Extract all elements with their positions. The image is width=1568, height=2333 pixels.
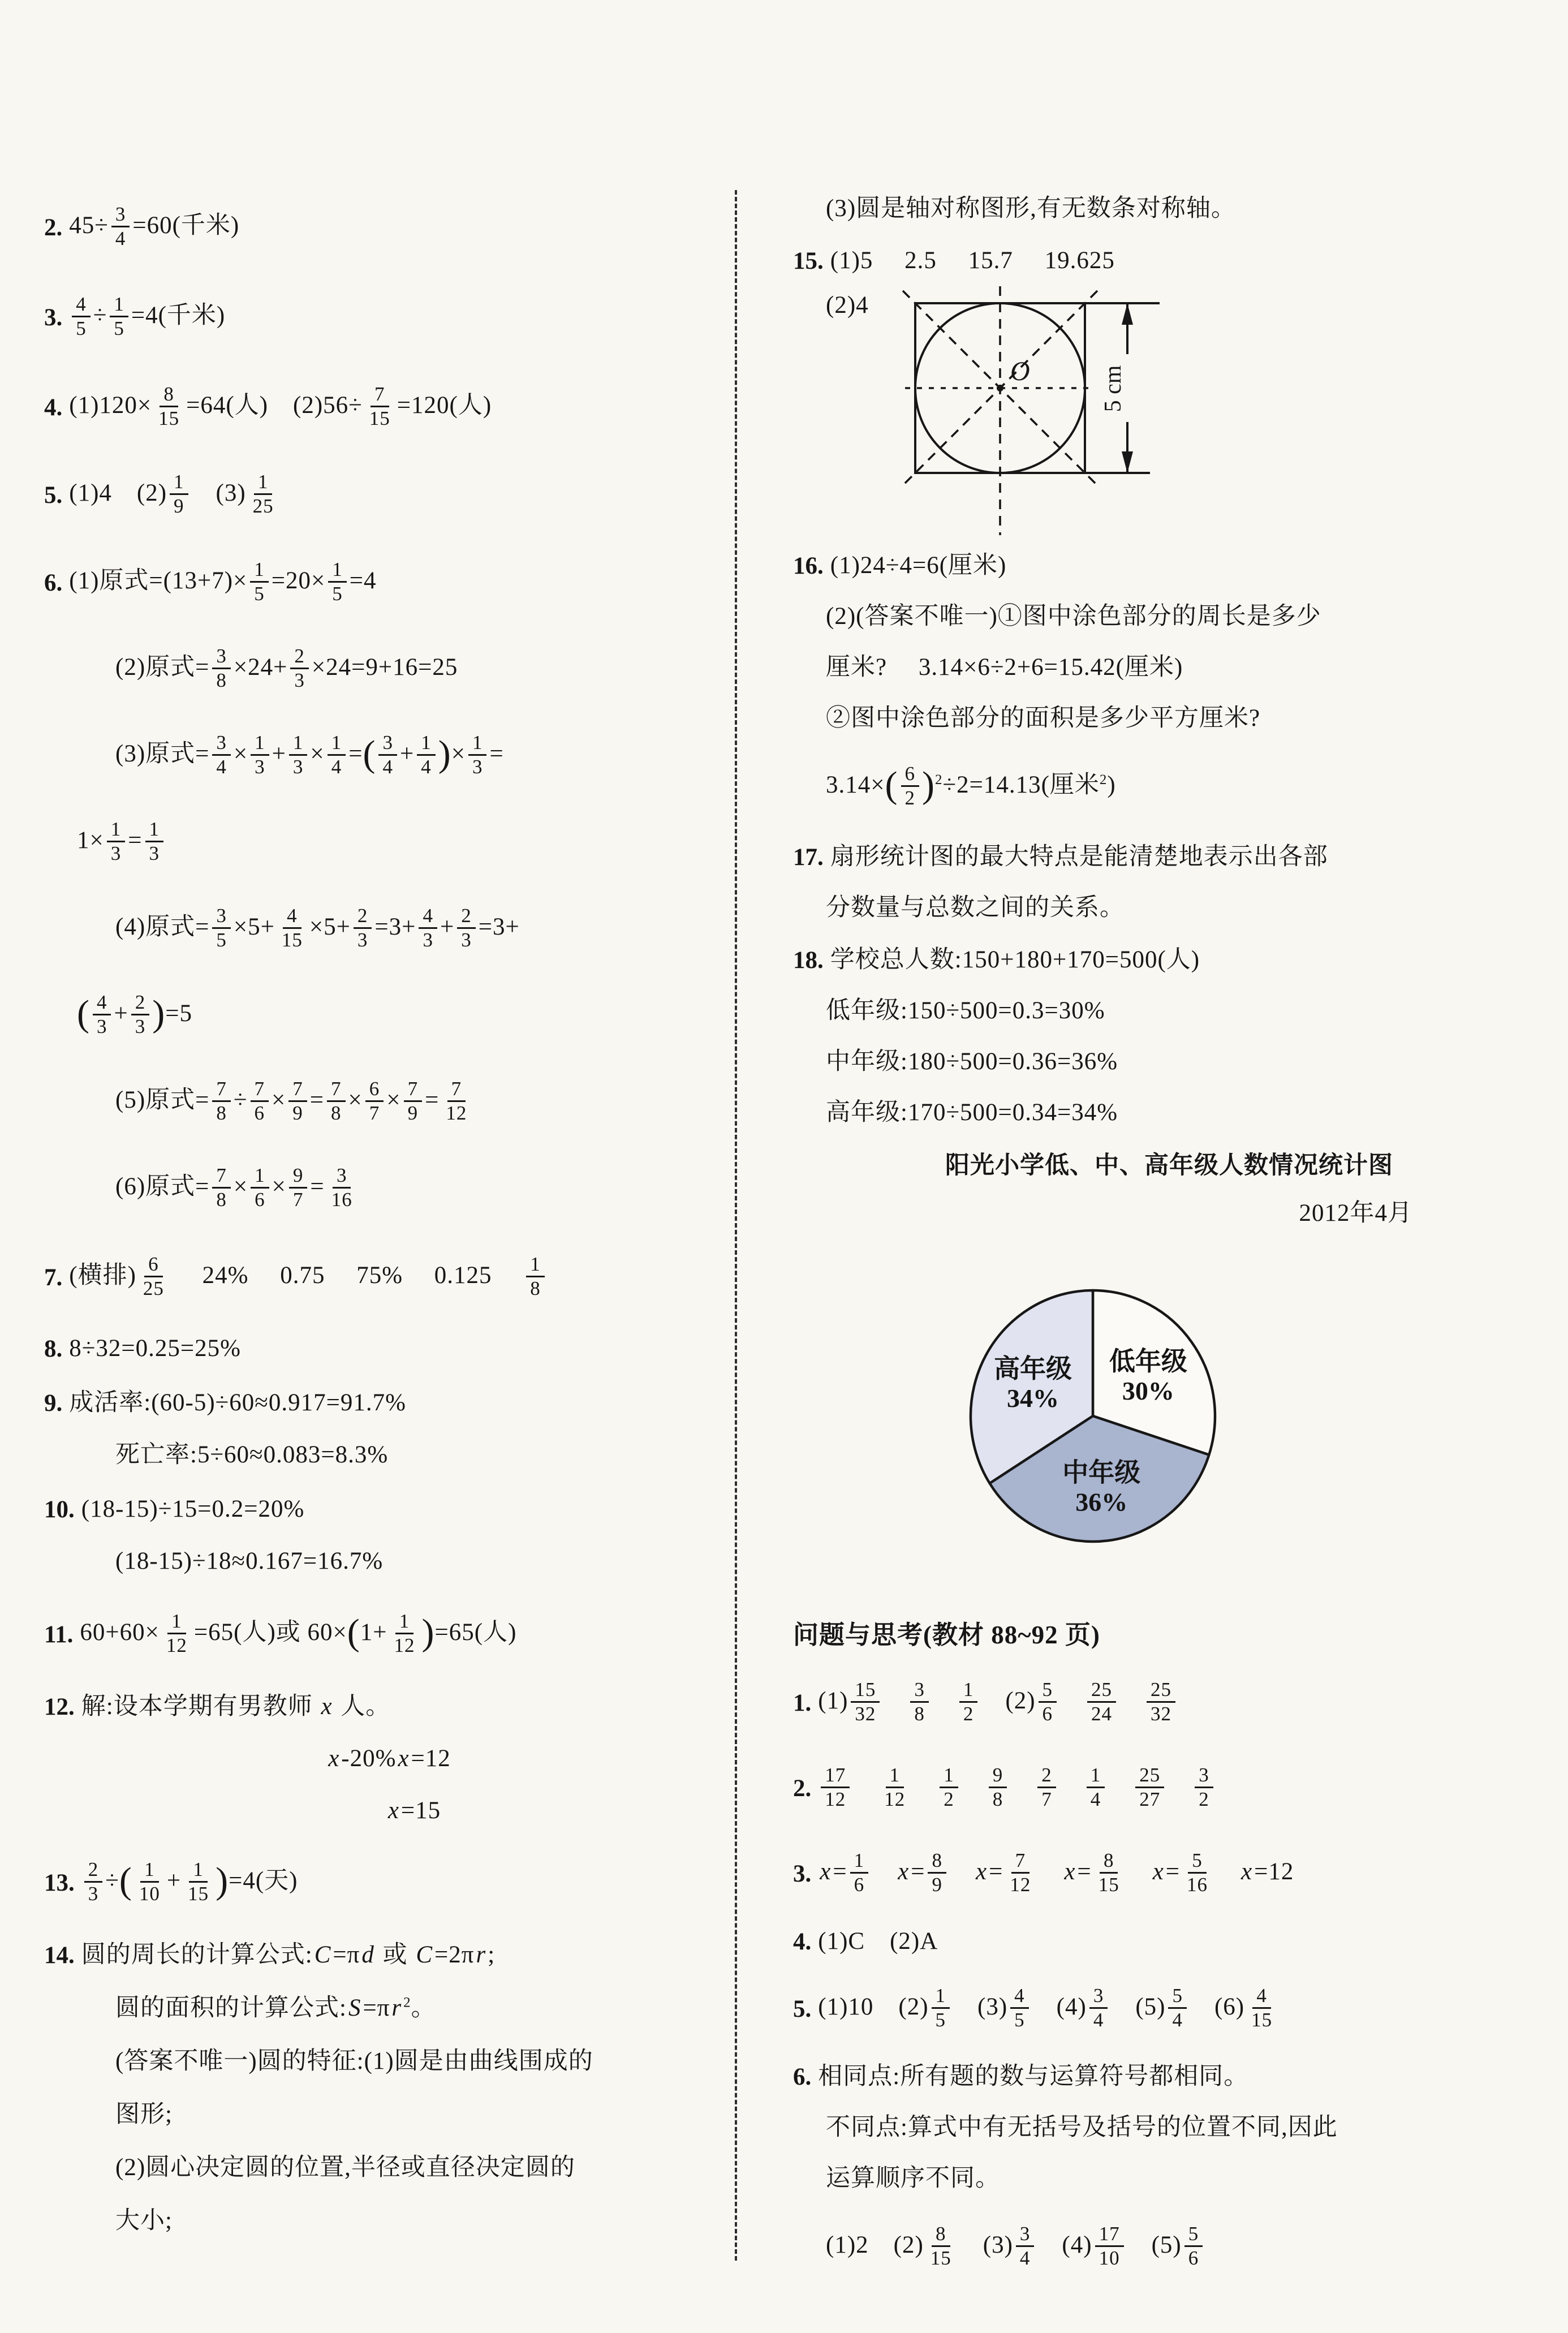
answer-line bbox=[44, 976, 733, 1056]
fraction: $\frac{3}{8}$ bbox=[910, 1679, 929, 1725]
item-number: 14. bbox=[44, 1942, 75, 1969]
answer-text: 3.14×( $\frac{6}{2}$ )$^2$÷2=14.13(厘米$^2$) bbox=[826, 763, 1116, 809]
item-number: 1. bbox=[793, 1690, 812, 1716]
answer-text: (18-15)÷15=0.2=20% bbox=[81, 1495, 305, 1522]
item-number: 13. bbox=[44, 1870, 75, 1896]
right-column bbox=[793, 187, 1545, 2287]
answer-text: x-20%x=12 bbox=[326, 1743, 451, 1775]
answer-line bbox=[44, 1149, 733, 1229]
answer-text: (2)(答案不唯一)①图中涂色部分的周长是多少 bbox=[826, 602, 1321, 630]
fraction: $\frac{1}{12}$ bbox=[884, 1764, 906, 1810]
answer-item bbox=[44, 1487, 733, 1531]
answer-line bbox=[793, 886, 1545, 930]
fraction: $\frac{8}{9}$ bbox=[928, 1850, 946, 1896]
answer-text: 圆的面积的计算公式:S=πr $^2$。 bbox=[115, 1994, 436, 2021]
answer-item bbox=[44, 1843, 733, 1923]
math-variable: x bbox=[1064, 1858, 1076, 1886]
answer-text: (3)圆是轴对称图形,有无数条对称轴。 bbox=[826, 195, 1236, 222]
pie-slice-value: 36% bbox=[1075, 1487, 1128, 1517]
answer-line bbox=[44, 1789, 733, 1833]
diagram-center-label: O bbox=[1010, 356, 1030, 386]
fraction: $\frac{17}{12}$ bbox=[821, 1764, 850, 1810]
answer-line bbox=[793, 2156, 1545, 2201]
fraction: $\frac{3}{4}$ bbox=[1016, 2223, 1035, 2269]
fraction: $\frac{6}{25}$ bbox=[143, 1253, 164, 1299]
answer-text: 2012年4月 bbox=[1299, 1199, 1412, 1226]
answer-item bbox=[793, 1969, 1545, 2049]
item-number: 15. bbox=[793, 247, 824, 274]
answer-item bbox=[793, 1663, 1545, 1743]
fraction: $\frac{1}{5}$ bbox=[932, 1985, 950, 2031]
pie-block bbox=[906, 1238, 1280, 1609]
answer-line bbox=[44, 1986, 733, 2030]
answer-line bbox=[44, 803, 733, 883]
math-variable: C bbox=[314, 1941, 331, 1968]
fraction: $\frac{2}{3}$ bbox=[84, 1859, 103, 1905]
fraction: $\frac{15}{32}$ bbox=[851, 1679, 880, 1725]
answer-line bbox=[44, 1062, 733, 1142]
math-variable: r bbox=[476, 1941, 486, 1968]
fraction: $\frac{1}{25}$ bbox=[252, 471, 274, 517]
fraction: $\frac{1}{3}$ bbox=[251, 732, 269, 778]
fraction: $\frac{17}{10}$ bbox=[1095, 2223, 1124, 2269]
answer-text: (5)原式= $\frac{7}{8}$ ÷ $\frac{7}{6}$ × $\frac{7}{9}$ = $\frac{7}{8}$ × $\frac{6}{7}$ × $\frac{7}{9}$ = $\frac{7}{12}$ bbox=[115, 1079, 473, 1125]
pie-slice-label: 低年级 bbox=[1109, 1346, 1187, 1376]
fraction: $\frac{9}{8}$ bbox=[989, 1764, 1007, 1810]
math-variable: S bbox=[348, 1994, 361, 2021]
fraction: $\frac{4}{3}$ bbox=[93, 992, 111, 1038]
answer-item bbox=[793, 2055, 1545, 2099]
answer-text: (18-15)÷18≈0.167=16.7% bbox=[115, 1547, 384, 1574]
answer-text: (2)圆心决定圆的位置,半径或直径决定圆的 bbox=[115, 2154, 575, 2181]
answer-line bbox=[793, 1040, 1545, 1084]
math-variable: d bbox=[361, 1941, 374, 1968]
fraction: $\frac{7}{15}$ bbox=[369, 383, 390, 429]
fraction: $\frac{7}{8}$ bbox=[212, 1165, 231, 1211]
answer-text: 不同点:算式中有无括号及括号的位置不同,因此 bbox=[826, 2114, 1338, 2141]
fraction: $\frac{1}{10}$ bbox=[139, 1858, 160, 1905]
answer-text: (1)10 (2) $\frac{1}{5}$ (3) $\frac{4}{5}$ (4) $\frac{3}{4}$ (5) $\frac{5}{4}$ (6) $\frac{4}{15}$ bbox=[818, 1986, 1279, 2032]
answer-line bbox=[44, 630, 733, 709]
left-column bbox=[44, 188, 733, 2243]
answer-line bbox=[44, 889, 733, 969]
answer-line bbox=[793, 1144, 1545, 1188]
fraction: $\frac{6}{2}$ bbox=[901, 763, 920, 809]
item-number: 8. bbox=[44, 1335, 63, 1362]
fraction: $\frac{1}{9}$ bbox=[170, 471, 188, 517]
fraction: $\frac{2}{3}$ bbox=[131, 992, 150, 1038]
answer-text: 45÷ $\frac{3}{4}$ =60(千米) bbox=[69, 203, 240, 249]
item-number: 4. bbox=[793, 1928, 812, 1955]
answer-item bbox=[44, 1381, 733, 1425]
item-number: 6. bbox=[44, 570, 63, 596]
answer-text: $\frac{4}{5}$ ÷ $\frac{1}{5}$ =4(千米) bbox=[69, 295, 225, 341]
answer-text: 学校总人数:150+180+170=500(人) bbox=[830, 946, 1200, 973]
fraction: $\frac{3}{4}$ bbox=[212, 732, 231, 778]
answer-text: (2)4 bbox=[826, 292, 869, 318]
fraction: $\frac{3}{8}$ bbox=[212, 645, 231, 691]
math-variable: x bbox=[820, 1858, 832, 1886]
answer-line bbox=[44, 716, 733, 796]
fraction: $\frac{5}{6}$ bbox=[1039, 1679, 1057, 1725]
answer-line bbox=[793, 696, 1545, 741]
fraction: $\frac{1}{3}$ bbox=[468, 732, 487, 778]
fraction: $\frac{3}{5}$ bbox=[212, 905, 231, 951]
answer-line bbox=[44, 2039, 733, 2084]
answer-item bbox=[44, 1933, 733, 1977]
answer-item bbox=[44, 1595, 733, 1675]
answer-text: (横排) $\frac{6}{25}$ 24% 0.75 75% 0.125 $\frac{1}{8}$ bbox=[69, 1255, 548, 1301]
answer-line bbox=[44, 1539, 733, 1583]
answer-text: 分数量与总数之间的关系。 bbox=[826, 894, 1125, 921]
fraction: $\frac{3}{16}$ bbox=[331, 1164, 352, 1211]
answer-text: (1)原式=(13+7)× $\frac{1}{5}$ =20× $\frac{1}{5}$ =4 bbox=[69, 558, 377, 605]
answer-text: 阳光小学低、中、高年级人数情况统计图 bbox=[945, 1152, 1393, 1179]
pie-chart bbox=[906, 1238, 1280, 1603]
answer-text: (3)原式= $\frac{3}{4}$ × $\frac{1}{3}$ + $\frac{1}{3}$ × $\frac{1}{4}$ =( $\frac{3}{4}$ + $\frac{1}{4}$ )× $\frac{1}{3}$ = bbox=[115, 731, 504, 778]
fraction: $\frac{3}{4}$ bbox=[111, 204, 130, 249]
answer-line bbox=[44, 1737, 733, 1781]
answer-item bbox=[793, 938, 1545, 982]
pie-slice-label: 中年级 bbox=[1062, 1458, 1141, 1487]
answer-line bbox=[793, 2207, 1545, 2287]
answer-text: (6)原式= $\frac{7}{8}$ × $\frac{1}{6}$ × $\frac{9}{7}$ = $\frac{3}{16}$ bbox=[115, 1166, 359, 1212]
answer-text: 相同点:所有题的数与运算符号都相同。 bbox=[818, 2063, 1249, 2090]
fraction: $\frac{1}{6}$ bbox=[850, 1850, 869, 1896]
answer-text: 大小; bbox=[115, 2207, 173, 2234]
fraction: $\frac{7}{9}$ bbox=[404, 1078, 423, 1124]
item-number: 18. bbox=[793, 946, 824, 974]
math-variable: x bbox=[398, 1745, 410, 1772]
answer-text: 问题与思考(教材 88~92 页) bbox=[793, 1621, 1100, 1650]
answer-text: 图形; bbox=[115, 2100, 173, 2128]
fraction: $\frac{4}{5}$ bbox=[1010, 1985, 1029, 2031]
fraction: $\frac{1}{3}$ bbox=[145, 819, 164, 864]
answer-item bbox=[793, 544, 1545, 588]
answer-line bbox=[793, 645, 1545, 690]
answer-text: ②图中涂色部分的面积是多少平方厘米? bbox=[826, 704, 1261, 731]
fraction: $\frac{7}{9}$ bbox=[288, 1078, 307, 1124]
math-variable: x bbox=[898, 1858, 910, 1886]
fraction: $\frac{5}{16}$ bbox=[1187, 1849, 1208, 1896]
math-variable: x bbox=[975, 1858, 988, 1886]
fraction: $\frac{1}{2}$ bbox=[940, 1764, 958, 1810]
answer-item bbox=[44, 543, 733, 623]
answer-text bbox=[818, 1766, 1216, 1811]
fraction: $\frac{7}{12}$ bbox=[446, 1078, 467, 1124]
answer-item bbox=[44, 188, 733, 268]
answer-item bbox=[793, 1749, 1545, 1828]
item-number: 16. bbox=[793, 552, 824, 579]
fraction: $\frac{3}{2}$ bbox=[1195, 1764, 1213, 1810]
answer-line bbox=[793, 989, 1545, 1033]
answer-text: 运算顺序不同。 bbox=[826, 2164, 1000, 2192]
item-number: 10. bbox=[44, 1496, 75, 1523]
pie-slice-label: 高年级 bbox=[994, 1354, 1072, 1384]
answer-text: 厘米? 3.14×6÷2+6=15.42(厘米) bbox=[826, 653, 1183, 681]
item-number: 3. bbox=[44, 304, 63, 331]
answer-item bbox=[793, 239, 1545, 283]
answer-line bbox=[793, 187, 1545, 231]
pie-slice-value: 34% bbox=[1007, 1384, 1059, 1413]
answer-line bbox=[793, 1238, 1545, 1609]
fraction: $\frac{8}{15}$ bbox=[930, 2223, 951, 2269]
fraction: $\frac{2}{3}$ bbox=[290, 645, 309, 691]
answer-text: (1)2 (2) $\frac{8}{15}$ (3) $\frac{3}{4}$ (4) $\frac{17}{10}$ (5) $\frac{5}{6}$ bbox=[826, 2224, 1205, 2270]
fraction: $\frac{3}{4}$ bbox=[378, 732, 397, 778]
fraction: $\frac{1}{12}$ bbox=[394, 1610, 415, 1656]
fraction: $\frac{25}{27}$ bbox=[1135, 1764, 1164, 1810]
answer-line bbox=[793, 2106, 1545, 2150]
fraction: $\frac{4}{3}$ bbox=[419, 905, 437, 951]
answer-text: 扇形统计图的最大特点是能清楚地表示出各部 bbox=[830, 843, 1328, 870]
fraction: $\frac{1}{4}$ bbox=[417, 732, 436, 778]
answer-text: 成活率:(60-5)÷60≈0.917=91.7% bbox=[69, 1389, 406, 1416]
fraction: $\frac{7}{8}$ bbox=[327, 1078, 346, 1124]
item-number: 6. bbox=[793, 2063, 812, 2090]
math-variable: x bbox=[1152, 1858, 1164, 1886]
item-number: 11. bbox=[44, 1621, 74, 1648]
fraction: $\frac{1}{3}$ bbox=[289, 732, 308, 778]
dimension-arrow-up-icon bbox=[1122, 303, 1133, 325]
fraction: $\frac{1}{5}$ bbox=[110, 294, 128, 339]
fraction: $\frac{25}{32}$ bbox=[1147, 1679, 1175, 1725]
item-number: 5. bbox=[793, 1996, 812, 2022]
dimension-arrow-down-icon bbox=[1122, 451, 1133, 473]
item-number: 9. bbox=[44, 1389, 63, 1417]
answer-text: (4)原式= $\frac{3}{5}$ ×5+ $\frac{4}{15}$ ×5+ $\frac{2}{3}$ =3+ $\frac{4}{3}$ + $\frac{2}{3}$ =3+ bbox=[115, 905, 520, 951]
fraction: $\frac{1}{8}$ bbox=[526, 1254, 545, 1299]
item-number: 2. bbox=[44, 214, 63, 241]
answer-item bbox=[44, 278, 733, 358]
answer-text: 1× $\frac{1}{3}$ = $\frac{1}{3}$ bbox=[77, 820, 166, 866]
answer-text: (1)120× $\frac{8}{15}$ =64(人) (2)56÷ $\frac{7}{15}$ =120(人) bbox=[69, 383, 492, 429]
math-variable: r bbox=[391, 1994, 402, 2021]
circle-diagram bbox=[898, 285, 1164, 537]
fraction: $\frac{1}{15}$ bbox=[188, 1858, 209, 1905]
answer-line bbox=[793, 747, 1545, 827]
fraction: $\frac{1}{5}$ bbox=[250, 559, 269, 605]
answer-text: 圆的周长的计算公式:C=πd 或 C=2πr; bbox=[81, 1941, 496, 1968]
fraction: $\frac{8}{15}$ bbox=[1098, 1849, 1119, 1896]
fraction: $\frac{2}{7}$ bbox=[1037, 1764, 1056, 1810]
answer-line bbox=[44, 1433, 733, 1477]
fraction: $\frac{7}{8}$ bbox=[212, 1078, 231, 1124]
answer-item bbox=[793, 1834, 1545, 1914]
fraction: $\frac{5}{4}$ bbox=[1168, 1985, 1187, 2031]
answer-line bbox=[793, 1191, 1545, 1236]
fraction: $\frac{1}{4}$ bbox=[328, 732, 346, 778]
item-number: 5. bbox=[44, 482, 63, 509]
answer-text: ( $\frac{4}{3}$ + $\frac{2}{3}$ )=5 bbox=[77, 991, 192, 1038]
answer-text: (1)5 2.5 15.7 19.625 bbox=[830, 247, 1115, 274]
answer-line bbox=[44, 2199, 733, 2243]
answer-text: (2)原式= $\frac{3}{8}$ ×24+ $\frac{2}{3}$ ×24=9+16=25 bbox=[115, 645, 458, 691]
dimension-label: 5 cm bbox=[1100, 365, 1126, 412]
answer-text: $\frac{2}{3}$ ÷( $\frac{1}{10}$ + $\frac{1}{15}$ )=4(天) bbox=[81, 1860, 298, 1906]
answer-text: 8÷32=0.25=25% bbox=[69, 1335, 241, 1362]
item-number: 7. bbox=[44, 1264, 63, 1291]
answer-text: x=15 bbox=[337, 1795, 441, 1827]
fraction: $\frac{1}{12}$ bbox=[166, 1610, 187, 1656]
answer-line bbox=[44, 2093, 733, 2137]
fraction: $\frac{1}{4}$ bbox=[1087, 1764, 1105, 1810]
answer-text: (1)24÷4=6(厘米) bbox=[830, 552, 1007, 579]
fraction: $\frac{7}{12}$ bbox=[1010, 1849, 1031, 1896]
answer-text: 低年级:150÷500=0.3=30% bbox=[826, 997, 1105, 1024]
fraction: $\frac{6}{7}$ bbox=[365, 1078, 384, 1124]
answer-item bbox=[44, 1327, 733, 1371]
fraction: $\frac{25}{24}$ bbox=[1087, 1679, 1116, 1725]
math-variable: x bbox=[387, 1797, 399, 1824]
math-variable: x bbox=[321, 1693, 333, 1720]
fraction: $\frac{4}{15}$ bbox=[1251, 1985, 1273, 2031]
fraction: $\frac{4}{15}$ bbox=[281, 905, 303, 951]
answer-line bbox=[793, 595, 1545, 639]
answer-text: 中年级:180÷500=0.36=36% bbox=[826, 1048, 1118, 1075]
answer-line bbox=[793, 1613, 1545, 1658]
answer-line bbox=[44, 2146, 733, 2190]
fraction: $\frac{1}{6}$ bbox=[251, 1165, 269, 1211]
answer-item bbox=[44, 455, 733, 535]
fraction: $\frac{9}{7}$ bbox=[289, 1165, 308, 1211]
answer-item bbox=[44, 368, 733, 447]
answer-line bbox=[793, 290, 1545, 537]
answer-text: (1) $\frac{15}{32}$ $\frac{3}{8}$ $\frac{1}{2}$ (2) $\frac{5}{6}$ $\frac{25}{24}$ $\frac{25}{32}$ bbox=[818, 1680, 1178, 1726]
answer-text: 高年级:170÷500=0.34=34% bbox=[826, 1099, 1118, 1126]
fraction: $\frac{5}{6}$ bbox=[1184, 2223, 1203, 2269]
fraction: $\frac{2}{3}$ bbox=[354, 905, 372, 951]
diagram-center-dot bbox=[997, 385, 1003, 391]
math-variable: C bbox=[416, 1941, 433, 1968]
item-number: 12. bbox=[44, 1693, 75, 1720]
fraction: $\frac{1}{5}$ bbox=[328, 559, 347, 605]
fraction: $\frac{4}{5}$ bbox=[72, 294, 91, 339]
column-divider bbox=[735, 190, 737, 2261]
fraction: $\frac{3}{4}$ bbox=[1089, 1985, 1108, 2031]
answer-item bbox=[44, 1238, 733, 1318]
fraction: $\frac{8}{15}$ bbox=[158, 383, 180, 429]
answer-text: 解:设本学期有男教师 x 人。 bbox=[81, 1693, 391, 1720]
item-number: 17. bbox=[793, 843, 824, 871]
answer-text: x= $\frac{1}{6}$ x= $\frac{8}{9}$ x= $\frac{7}{12}$ x= $\frac{8}{15}$ x= $\frac{5}{16}$ x=12 bbox=[818, 1851, 1294, 1897]
pie-slice-value: 30% bbox=[1122, 1376, 1174, 1405]
fraction: $\frac{1}{3}$ bbox=[107, 819, 126, 864]
answer-text: 60+60× $\frac{1}{12}$ =65(人)或 60×(1+ $\frac{1}{12}$ )=65(人) bbox=[80, 1610, 517, 1656]
answer-item bbox=[44, 1685, 733, 1729]
answer-item bbox=[793, 1919, 1545, 1964]
fraction: $\frac{7}{6}$ bbox=[251, 1078, 269, 1124]
fraction: $\frac{1}{2}$ bbox=[959, 1679, 978, 1725]
answer-text: 死亡率:5÷60≈0.083=8.3% bbox=[115, 1441, 389, 1468]
fraction: $\frac{2}{3}$ bbox=[457, 905, 476, 951]
answer-text: (1)4 (2) $\frac{1}{9}$ (3) $\frac{1}{25}$ bbox=[69, 472, 280, 518]
answer-text: (1)C (2)A bbox=[818, 1927, 938, 1955]
answer-text: (答案不唯一)圆的特征:(1)圆是由曲线围成的 bbox=[115, 2047, 593, 2074]
answer-line bbox=[793, 1091, 1545, 1135]
answer-item bbox=[793, 835, 1545, 879]
math-variable: x bbox=[1241, 1858, 1253, 1886]
item-number: 4. bbox=[44, 394, 63, 421]
item-number: 2. bbox=[793, 1775, 812, 1802]
item-number: 3. bbox=[793, 1861, 812, 1887]
math-variable: x bbox=[328, 1745, 340, 1772]
